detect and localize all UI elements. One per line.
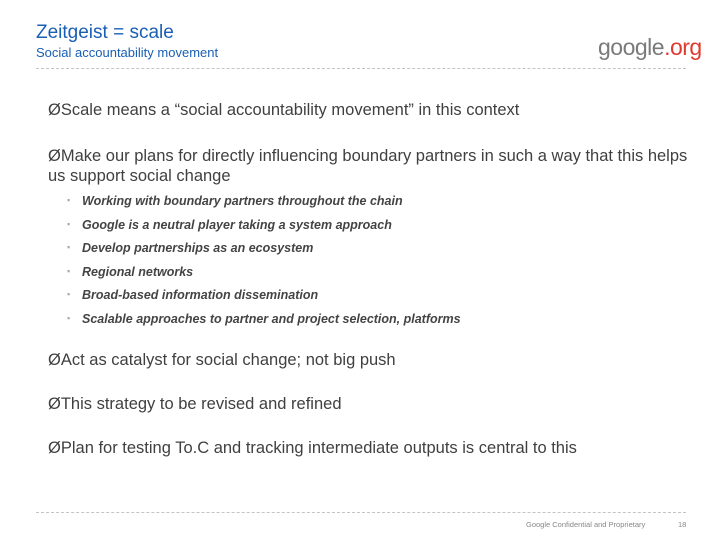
footer-divider (36, 512, 686, 513)
page-number: 18 (678, 520, 687, 529)
bullet-text: Act as catalyst for social change; not big push (60, 351, 396, 369)
sub-bullet-marker: ▪ (67, 195, 71, 205)
bullet-marker: Ø (48, 147, 61, 165)
slide-subtitle: Social accountability movement (36, 45, 219, 60)
sub-bullet-item (67, 312, 461, 326)
logo-google-text: google (598, 34, 665, 60)
bullet-item (48, 350, 688, 370)
bullet-text: Scale means a “social accountability movement” in this context (60, 101, 520, 119)
sub-bullet-text: Broad-based information dissemination (82, 288, 319, 302)
bullet-item (48, 438, 688, 458)
sub-bullet-marker: ▪ (67, 313, 71, 323)
sub-bullet-item (67, 194, 403, 208)
bullet-marker: Ø (48, 101, 61, 119)
sub-bullet-item (67, 218, 392, 232)
sub-bullet-marker: ▪ (67, 219, 71, 229)
bullet-marker: Ø (48, 351, 61, 369)
sub-bullet-text: Scalable approaches to partner and project selection, platforms (82, 312, 461, 326)
sub-bullet-text: Working with boundary partners throughout the chain (82, 194, 403, 208)
sub-bullet-item (67, 265, 194, 279)
bullet-text: Plan for testing To.C and tracking intermediate outputs is central to this (60, 439, 577, 457)
bullet-marker: Ø (48, 395, 61, 413)
sub-bullet-text: Google is a neutral player taking a system approach (82, 218, 392, 232)
sub-bullet-marker: ▪ (67, 242, 71, 252)
bullet-marker: Ø (48, 439, 61, 457)
logo-org-text: .org (664, 34, 702, 60)
sub-bullet-text: Develop partnerships as an ecosystem (82, 241, 314, 255)
slide-title: Zeitgeist = scale (36, 22, 174, 43)
footer-confidential: Google Confidential and Proprietary (526, 520, 646, 529)
bullet-text: This strategy to be revised and refined (60, 395, 342, 413)
sub-bullet-text: Regional networks (82, 265, 194, 279)
bullet-text: Make our plans for directly influencing boundary partners in such a way that this helps us support social change (48, 147, 688, 185)
sub-bullet-item (67, 288, 319, 302)
google-org-logo (598, 34, 702, 61)
sub-bullet-marker: ▪ (67, 289, 71, 299)
sub-bullet-item (67, 241, 314, 255)
bullet-item (48, 100, 688, 120)
bullet-item (48, 146, 688, 186)
sub-bullet-marker: ▪ (67, 266, 71, 276)
header-divider (36, 68, 686, 69)
bullet-item (48, 394, 688, 414)
